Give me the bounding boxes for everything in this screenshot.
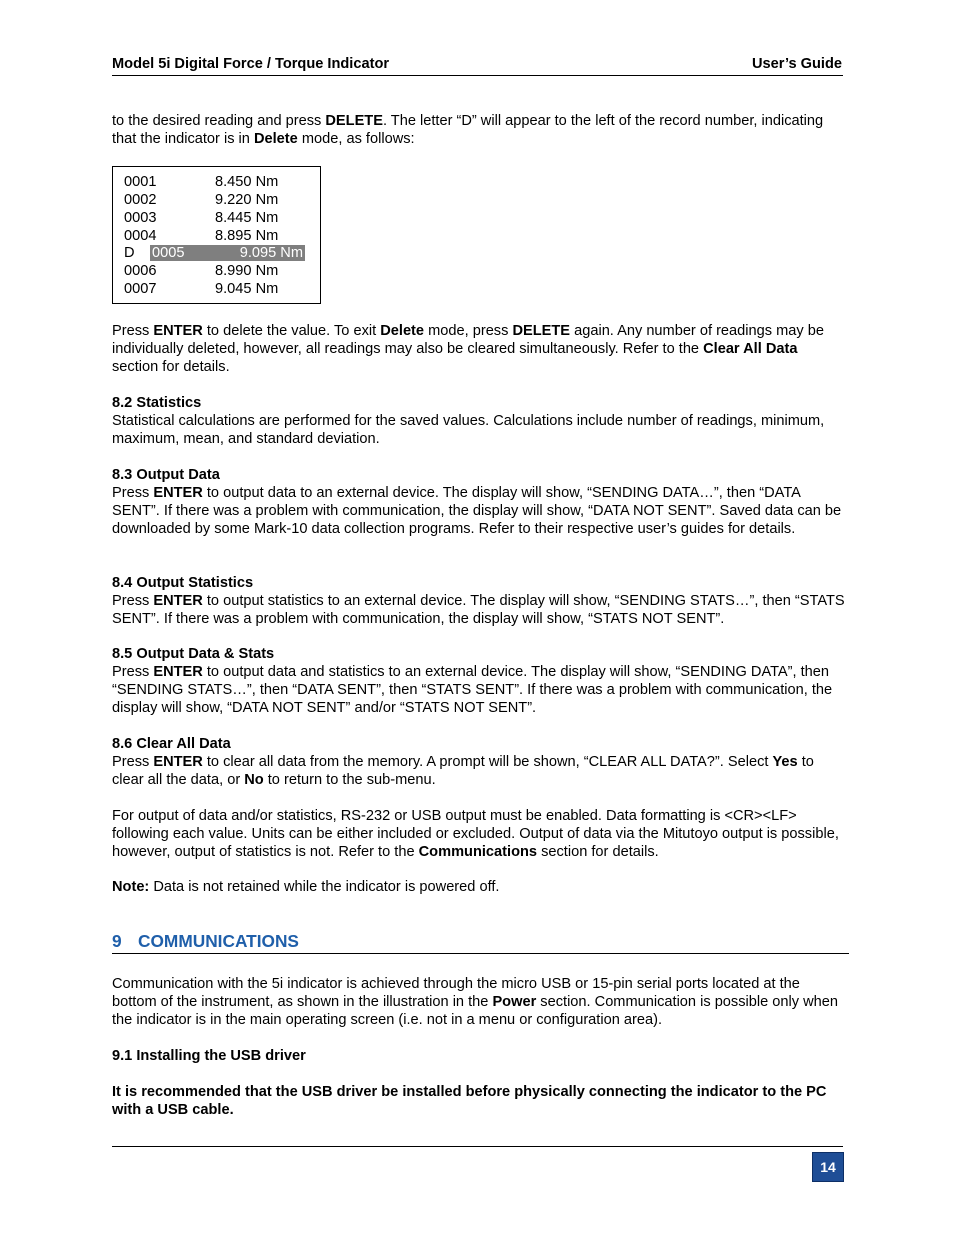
text-run: Press <box>112 485 154 501</box>
note-paragraph <box>112 878 847 896</box>
record-value: 8.895 Nm <box>215 228 279 244</box>
section-body-8-5 <box>112 663 847 717</box>
record-value: 9.045 Nm <box>215 281 279 297</box>
record-value: 8.450 Nm <box>215 174 279 190</box>
communications-intro-paragraph <box>112 975 847 1029</box>
enter-key-label: ENTER <box>153 485 203 501</box>
power-reference: Power <box>492 994 537 1010</box>
note-text: Data is not retained while the indicator is powered off. <box>149 879 500 895</box>
section-heading-8-6: 8.6 Clear All Data <box>112 736 231 752</box>
record-number: 0006 <box>124 263 157 279</box>
text-run: to clear all data from the memory. A prompt will be shown, “CLEAR ALL DATA?”. Select <box>202 754 773 770</box>
intro-paragraph <box>112 112 847 148</box>
text-run: mode, press <box>424 323 513 339</box>
yes-option-label: Yes <box>772 754 798 770</box>
text-run: Press <box>112 664 154 680</box>
display-row-selected <box>124 244 309 262</box>
section-heading-8-3: 8.3 Output Data <box>112 467 220 483</box>
chapter-number: 9 <box>112 931 122 951</box>
record-value: 8.990 Nm <box>215 263 279 279</box>
text-run: For output of data and/or statistics, RS-232 or USB output must be enabled. Data formatting is <CR><LF> following each value. Units can be either included or excluded. Output of data via the Mitutoyo output is possible, however, output of statistics is not. Refer to the <box>112 808 839 860</box>
record-value: 9.220 Nm <box>215 192 279 208</box>
text-run: to output statistics to an external device. The display will show, “SENDING STATS…”, then “STATS SENT”. If there was a problem with communication, the display will show, “STATS NOT SENT”. <box>112 593 845 627</box>
text-run: section. Communication is possible only when the indicator is in the main operating screen (i.e. not in a menu or configuration area). <box>112 994 839 1028</box>
intro-text-3: mode, as follows: <box>297 131 415 147</box>
section-heading-8-5: 8.5 Output Data & Stats <box>112 646 275 662</box>
chapter-heading-communications <box>112 931 299 952</box>
section-heading-8-2: 8.2 Statistics <box>112 395 202 411</box>
delete-indicator: D <box>124 245 135 261</box>
text-run: Press <box>112 323 154 339</box>
delete-key-label: DELETE <box>325 113 383 129</box>
enter-key-label: ENTER <box>153 754 203 770</box>
text-run: to clear all the data, or <box>112 754 814 788</box>
note-label: Note: <box>112 879 150 895</box>
section-heading-8-4: 8.4 Output Statistics <box>112 575 254 591</box>
chapter-divider <box>112 953 849 954</box>
document-header-guide: User’s Guide <box>751 56 842 72</box>
enter-key-label: ENTER <box>153 323 203 339</box>
delete-key-label: DELETE <box>512 323 571 339</box>
enter-key-label: ENTER <box>153 664 203 680</box>
record-number: 0007 <box>124 281 157 297</box>
output-format-paragraph <box>112 807 847 861</box>
section-body-8-2: Statistical calculations are performed for the saved values. Calculations include number of readings, minimum, maximum, mean, and standard deviation. <box>112 413 825 447</box>
text-run: to return to the sub-menu. <box>263 772 436 788</box>
text-run: Press <box>112 754 154 770</box>
intro-text-1: to the desired reading and press <box>112 113 326 129</box>
text-run: Press <box>112 593 154 609</box>
section-body-8-3 <box>112 484 847 538</box>
header-divider <box>112 75 843 76</box>
communications-reference: Communications <box>418 844 538 860</box>
document-header-title: Model 5i Digital Force / Torque Indicator <box>112 56 390 72</box>
clear-all-data-reference: Clear All Data <box>703 341 798 357</box>
delete-mode-display <box>112 166 321 304</box>
page-number-badge: 14 <box>812 1152 844 1182</box>
record-number: 0001 <box>124 174 157 190</box>
footer-divider <box>112 1146 843 1147</box>
chapter-title: COMMUNICATIONS <box>138 931 299 951</box>
text-run: section for details. <box>537 844 659 860</box>
record-number: 0002 <box>124 192 157 208</box>
record-value: 8.445 Nm <box>215 210 279 226</box>
usb-driver-warning: It is recommended that the USB driver be installed before physically connecting the indicator to the PC with a USB cable. <box>112 1084 827 1118</box>
record-number: 0003 <box>124 210 157 226</box>
delete-instructions-paragraph <box>112 322 847 376</box>
delete-mode-label: Delete <box>380 323 425 339</box>
text-run: to output data to an external device. The display will show, “SENDING DATA…”, then “DATA SENT”. If there was a problem with communication, the display will show, “DATA NOT SENT”. Saved data can be downloaded by some Mark-10 data collection programs. Refer to their respective user’s guides for details. <box>112 485 842 537</box>
selected-record-highlight <box>150 245 305 261</box>
text-run: to output data and statistics to an external device. The display will show, “SENDING DATA”, then “SENDING STATS…”, then “DATA SENT”, then “STATS SENT”. If there was a problem with communication, the display will show, “DATA NOT SENT” and/or “STATS NOT SENT”. <box>112 664 833 716</box>
no-option-label: No <box>244 772 264 788</box>
section-heading-9-1: 9.1 Installing the USB driver <box>112 1048 306 1064</box>
delete-mode-label: Delete <box>253 131 298 147</box>
section-body-8-4 <box>112 592 847 628</box>
enter-key-label: ENTER <box>153 593 203 609</box>
section-body-8-6 <box>112 753 847 789</box>
record-number: 0004 <box>124 228 157 244</box>
text-run: to delete the value. To exit <box>202 323 381 339</box>
text-run: again. Any number of readings may be individually deleted, however, all readings may also be cleared simultaneously. Refer to the <box>112 323 824 357</box>
text-run: section for details. <box>112 359 230 375</box>
record-number: 0005 <box>152 245 185 261</box>
text-run: Communication with the 5i indicator is achieved through the micro USB or 15-pin serial ports located at the bottom of the instrument, as shown in the illustration in the <box>112 976 800 1010</box>
record-value: 9.095 Nm <box>239 245 303 261</box>
intro-text-2: . The letter “D” will appear to the left of the record number, indicating that the indicator is in <box>112 113 824 147</box>
